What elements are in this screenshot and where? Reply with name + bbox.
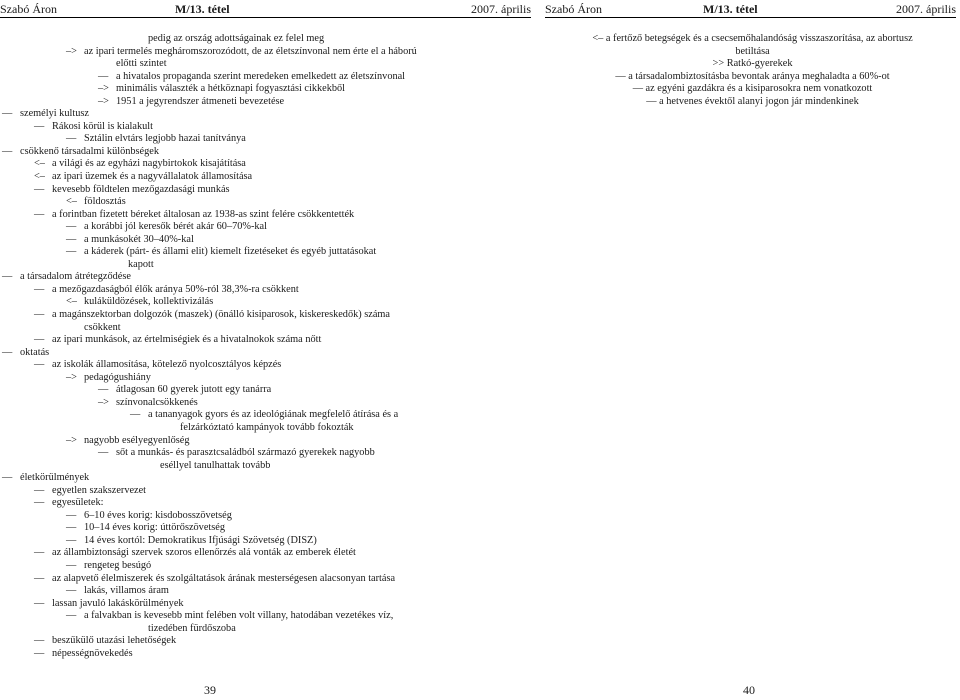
outline-line bbox=[0, 58, 535, 71]
outline-line bbox=[0, 648, 535, 661]
bullet-marker: — bbox=[66, 133, 77, 145]
outline-line bbox=[0, 171, 535, 184]
outline-line bbox=[0, 535, 535, 548]
outline-line bbox=[0, 635, 535, 648]
bullet-marker: — bbox=[66, 585, 77, 597]
outline-line bbox=[0, 547, 535, 560]
outline-line bbox=[0, 623, 535, 636]
bullet-marker: — bbox=[66, 246, 77, 258]
outline-body bbox=[545, 33, 960, 108]
bullet-marker: –> bbox=[66, 434, 77, 446]
outline-line bbox=[0, 522, 535, 535]
bullet-marker: — bbox=[2, 108, 13, 120]
outline-line bbox=[0, 472, 535, 485]
bullet-marker: — bbox=[34, 359, 45, 371]
header-title: M/13. tétel bbox=[703, 2, 758, 16]
outline-line bbox=[545, 46, 960, 59]
outline-line bbox=[0, 296, 535, 309]
header-author: Szabó Áron bbox=[0, 2, 57, 16]
header-author: Szabó Áron bbox=[545, 2, 602, 16]
outline-text: földosztás bbox=[84, 196, 126, 208]
outline-text: a hivatalos propaganda szerint meredeken emelkedett az életszínvonal bbox=[116, 70, 406, 82]
bullet-marker: — bbox=[66, 233, 77, 245]
outline-text: az ipari munkások, az értelmiségiek és a hivatalnokok száma nőtt bbox=[52, 334, 322, 346]
outline-line bbox=[0, 259, 535, 272]
right-page bbox=[545, 0, 960, 700]
header-title: M/13. tétel bbox=[175, 2, 230, 16]
outline-line bbox=[0, 435, 535, 448]
outline-line bbox=[0, 422, 535, 435]
outline-line bbox=[0, 234, 535, 247]
bullet-marker: — bbox=[34, 484, 45, 496]
outline-text: beszűkülő utazási lehetőségek bbox=[52, 635, 177, 647]
outline-text: előtti szintet bbox=[116, 58, 167, 70]
outline-line bbox=[0, 322, 535, 335]
bullet-marker: — bbox=[66, 221, 77, 233]
bullet-marker: — bbox=[34, 497, 45, 509]
outline-text: a káderek (párt- és állami elit) kiemelt fizetéseket és egyéb juttatásokat bbox=[84, 246, 377, 258]
outline-line bbox=[0, 573, 535, 586]
outline-line bbox=[545, 71, 960, 84]
outline-text: csökkent bbox=[84, 321, 121, 333]
outline-text: kuláküldözések, kollektivizálás bbox=[84, 296, 214, 308]
outline-line bbox=[0, 610, 535, 623]
page-number: 39 bbox=[204, 683, 216, 697]
outline-text: népességnövekedés bbox=[52, 647, 133, 659]
outline-text: kevesebb földtelen mezőgazdasági munkás bbox=[52, 183, 230, 195]
outline-line bbox=[0, 246, 535, 259]
outline-line bbox=[0, 271, 535, 284]
bullet-marker: — bbox=[34, 635, 45, 647]
outline-text: >> Ratkó-gyerekek bbox=[712, 58, 793, 70]
bullet-marker: <– bbox=[66, 296, 77, 308]
outline-text: Rákosi körül is kialakult bbox=[52, 120, 153, 132]
outline-line bbox=[0, 585, 535, 598]
outline-text: a mezőgazdaságból élők aránya 50%-ról 38,3%-ra csökkent bbox=[52, 283, 299, 295]
bullet-marker: — bbox=[34, 597, 45, 609]
outline-text: egyesületek: bbox=[52, 497, 104, 509]
outline-line bbox=[0, 397, 535, 410]
bullet-marker: — bbox=[98, 70, 109, 82]
outline-line bbox=[0, 309, 535, 322]
bullet-marker: –> bbox=[98, 396, 109, 408]
outline-text: <– a fertőző betegségek és a csecsemőhalandóság visszaszorítása, az abortusz bbox=[592, 33, 913, 44]
bullet-marker: — bbox=[66, 522, 77, 534]
outline-line bbox=[0, 184, 535, 197]
bullet-marker: –> bbox=[98, 95, 109, 107]
outline-text: lakás, villamos áram bbox=[84, 585, 169, 597]
outline-line bbox=[0, 196, 535, 209]
outline-line bbox=[0, 510, 535, 523]
outline-body bbox=[0, 33, 535, 660]
bullet-marker: — bbox=[66, 559, 77, 571]
header-rule bbox=[0, 17, 531, 18]
outline-text: kapott bbox=[128, 258, 154, 270]
outline-text: 10–14 éves korig: úttörőszövetség bbox=[84, 522, 225, 534]
bullet-marker: — bbox=[66, 610, 77, 622]
outline-text: életkörülmények bbox=[20, 472, 90, 484]
outline-line bbox=[0, 409, 535, 422]
bullet-marker: –> bbox=[66, 45, 77, 57]
bullet-marker: — bbox=[34, 120, 45, 132]
outline-text: a falvakban is kevesebb mint felében volt villany, hatodában vezetékes víz, bbox=[84, 610, 394, 622]
outline-line bbox=[0, 372, 535, 385]
outline-line bbox=[0, 447, 535, 460]
outline-line bbox=[545, 83, 960, 96]
outline-text: az alapvető élelmiszerek és szolgáltatások árának mesterségesen alacsonyan tartása bbox=[52, 572, 396, 584]
outline-line bbox=[0, 46, 535, 59]
outline-text: a tananyagok gyors és az ideológiának megfelelő átírása és a bbox=[148, 409, 399, 421]
bullet-marker: — bbox=[34, 309, 45, 321]
bullet-marker: — bbox=[34, 208, 45, 220]
outline-text: sőt a munkás- és parasztcsaládból származó gyerekek nagyobb bbox=[116, 447, 375, 459]
outline-text: minimális választék a hétköznapi fogyasztási cikkekből bbox=[116, 83, 346, 95]
bullet-marker: — bbox=[34, 334, 45, 346]
bullet-marker: — bbox=[2, 472, 13, 484]
outline-text: — az egyéni gazdákra és a kisiparosokra nem vonatkozott bbox=[632, 83, 873, 95]
bullet-marker: — bbox=[130, 409, 141, 421]
bullet-marker: — bbox=[2, 346, 13, 358]
outline-text: pedagógushiány bbox=[84, 371, 151, 383]
outline-text: betiltása bbox=[735, 45, 770, 57]
outline-text: tizedében fürdőszoba bbox=[148, 622, 236, 634]
outline-text: oktatás bbox=[20, 346, 50, 358]
outline-line bbox=[0, 121, 535, 134]
outline-line bbox=[0, 158, 535, 171]
outline-line bbox=[0, 83, 535, 96]
outline-text: színvonalcsökkenés bbox=[116, 396, 198, 408]
outline-text: Sztálin elvtárs legjobb hazai tanítványa bbox=[84, 133, 246, 145]
outline-text: az iskolák államosítása, kötelező nyolcosztályos képzés bbox=[52, 359, 282, 371]
outline-line bbox=[0, 460, 535, 473]
bullet-marker: — bbox=[34, 283, 45, 295]
outline-line bbox=[0, 485, 535, 498]
bullet-marker: — bbox=[2, 271, 13, 283]
outline-text: nagyobb esélyegyenlőség bbox=[84, 434, 190, 446]
outline-text: pedig az ország adottságainak ez felel meg bbox=[148, 33, 325, 44]
outline-line bbox=[0, 209, 535, 222]
outline-line bbox=[0, 497, 535, 510]
outline-text: a munkásokét 30–40%-kal bbox=[84, 233, 194, 245]
outline-line bbox=[545, 33, 960, 46]
bullet-marker: –> bbox=[98, 83, 109, 95]
outline-text: az ipari termelés megháromszorozódott, de az életszínvonal nem érte el a háború bbox=[84, 45, 417, 57]
outline-line bbox=[0, 96, 535, 109]
bullet-marker: — bbox=[98, 384, 109, 396]
bullet-marker: — bbox=[34, 572, 45, 584]
outline-line bbox=[0, 560, 535, 573]
page-header bbox=[545, 2, 960, 16]
outline-text: átlagosan 60 gyerek jutott egy tanárra bbox=[116, 384, 272, 396]
header-rule bbox=[545, 17, 956, 18]
outline-line bbox=[0, 334, 535, 347]
outline-line bbox=[0, 284, 535, 297]
outline-text: az ipari üzemek és a nagyvállalatok államosítása bbox=[52, 171, 253, 183]
outline-text: a világi és az egyházi nagybirtokok kisajátítása bbox=[52, 158, 246, 170]
outline-line bbox=[0, 347, 535, 360]
bullet-marker: — bbox=[66, 534, 77, 546]
outline-text: a társadalom átrétegződése bbox=[20, 271, 131, 283]
outline-text: eséllyel tanulhattak tovább bbox=[160, 459, 271, 471]
bullet-marker: — bbox=[2, 145, 13, 157]
bullet-marker: — bbox=[98, 447, 109, 459]
outline-text: a magánszektorban dolgozók (maszek) (önálló kisiparosok, kiskereskedők) száma bbox=[52, 309, 390, 321]
bullet-marker: <– bbox=[34, 171, 45, 183]
page-header bbox=[0, 2, 535, 16]
page-number: 40 bbox=[743, 683, 755, 697]
outline-line bbox=[545, 58, 960, 71]
outline-text: személyi kultusz bbox=[20, 108, 89, 120]
outline-text: csökkenő társadalmi különbségek bbox=[20, 145, 159, 157]
bullet-marker: — bbox=[34, 647, 45, 659]
outline-line bbox=[545, 96, 960, 109]
outline-text: felzárkóztató kampányok tovább fokozták bbox=[180, 421, 354, 433]
outline-line bbox=[0, 133, 535, 146]
outline-line bbox=[0, 71, 535, 84]
bullet-marker: –> bbox=[66, 371, 77, 383]
outline-line bbox=[0, 221, 535, 234]
bullet-marker: — bbox=[66, 509, 77, 521]
outline-line bbox=[0, 384, 535, 397]
outline-text: egyetlen szakszervezet bbox=[52, 484, 147, 496]
outline-line bbox=[0, 146, 535, 159]
outline-text: a forintban fizetett béreket általosan az 1938-as szint felére csökkentették bbox=[52, 208, 355, 220]
bullet-marker: — bbox=[34, 547, 45, 559]
bullet-marker: — bbox=[34, 183, 45, 195]
outline-line bbox=[0, 108, 535, 121]
bullet-marker: <– bbox=[66, 196, 77, 208]
outline-text: a korábbi jól keresők bérét akár 60–70%-kal bbox=[84, 221, 267, 233]
outline-text: lassan javuló lakáskörülmények bbox=[52, 597, 184, 609]
header-date: 2007. április bbox=[471, 2, 531, 16]
outline-text: — a hetvenes évektől alanyi jogon jár mindenkinek bbox=[646, 95, 859, 107]
outline-line bbox=[0, 33, 535, 46]
outline-line bbox=[0, 598, 535, 611]
outline-text: — a társadalombiztosításba bevontak aránya meghaladta a 60%-ot bbox=[615, 70, 890, 82]
outline-text: 1951 a jegyrendszer átmeneti bevezetése bbox=[116, 95, 285, 107]
outline-line bbox=[0, 359, 535, 372]
outline-text: 6–10 éves korig: kisdobosszövetség bbox=[84, 509, 232, 521]
header-date: 2007. április bbox=[896, 2, 956, 16]
outline-text: az állambiztonsági szervek szoros ellenőrzés alá vonták az emberek életét bbox=[52, 547, 356, 559]
outline-text: rengeteg besúgó bbox=[84, 559, 152, 571]
bullet-marker: <– bbox=[34, 158, 45, 170]
outline-text: 14 éves kortól: Demokratikus Ifjúsági Szövetség (DISZ) bbox=[84, 534, 317, 546]
